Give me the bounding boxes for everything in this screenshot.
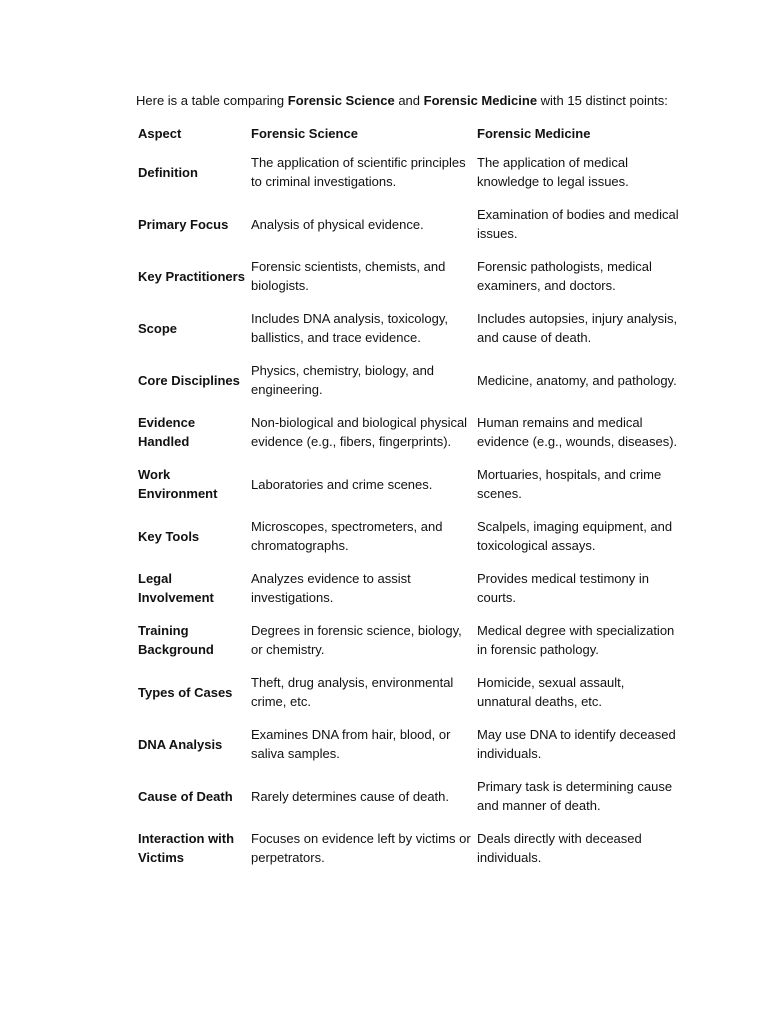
forensic-science-cell: Laboratories and crime scenes. — [251, 476, 433, 492]
forensic-science-cell: Physics, chemistry, biology, and engineering. — [251, 363, 435, 397]
table-row — [136, 354, 684, 406]
forensic-medicine-cell: Medicine, anatomy, and pathology. — [477, 372, 677, 388]
forensic-medicine-cell: Medical degree with specialization in forensic pathology. — [477, 623, 675, 657]
aspect-cell: Cause of Death — [138, 788, 233, 804]
forensic-medicine-cell: Provides medical testimony in courts. — [477, 571, 649, 605]
header-aspect: Aspect — [138, 125, 182, 141]
forensic-science-cell: Forensic scientists, chemists, and biologists. — [251, 259, 446, 293]
aspect-cell: Core Disciplines — [138, 372, 240, 388]
intro-term-forensic-science: Forensic Science — [287, 93, 395, 108]
forensic-medicine-cell: Human remains and medical evidence (e.g., wounds, diseases). — [477, 415, 678, 449]
intro-mid: and — [394, 93, 424, 108]
table-row — [136, 250, 684, 302]
forensic-science-cell: Includes DNA analysis, toxicology, ballistics, and trace evidence. — [251, 311, 449, 345]
aspect-cell: Scope — [138, 320, 178, 336]
forensic-science-cell: Analysis of physical evidence. — [251, 216, 424, 232]
forensic-medicine-cell: Mortuaries, hospitals, and crime scenes. — [477, 467, 662, 501]
table-row — [136, 718, 684, 770]
table-row — [136, 666, 684, 718]
forensic-science-cell: Examines DNA from hair, blood, or saliva samples. — [251, 727, 451, 761]
comparison-table — [136, 120, 684, 874]
forensic-science-cell: Analyzes evidence to assist investigations. — [251, 571, 411, 605]
forensic-medicine-cell: Primary task is determining cause and manner of death. — [477, 779, 673, 813]
header-forensic-medicine: Forensic Medicine — [477, 125, 591, 141]
forensic-science-cell: Focuses on evidence left by victims or perpetrators. — [251, 831, 471, 865]
aspect-cell: Definition — [138, 164, 198, 180]
aspect-cell: Training Background — [138, 623, 214, 657]
forensic-medicine-cell: May use DNA to identify deceased individuals. — [477, 727, 676, 761]
forensic-medicine-cell: Forensic pathologists, medical examiners, and doctors. — [477, 259, 652, 293]
forensic-science-cell: Rarely determines cause of death. — [251, 788, 449, 804]
table-row — [136, 614, 684, 666]
aspect-cell: Key Tools — [138, 528, 200, 544]
aspect-cell: Types of Cases — [138, 684, 233, 700]
aspect-cell: Legal Involvement — [138, 571, 214, 605]
forensic-science-cell: Non-biological and biological physical evidence (e.g., fibers, fingerprints). — [251, 415, 468, 449]
aspect-cell: Evidence Handled — [138, 415, 196, 449]
aspect-cell: DNA Analysis — [138, 736, 223, 752]
table-row — [136, 458, 684, 510]
aspect-cell: Interaction with Victims — [138, 831, 235, 865]
intro-suffix: with 15 distinct points: — [537, 93, 668, 108]
table-row — [136, 198, 684, 250]
forensic-medicine-cell: Deals directly with deceased individuals. — [477, 831, 642, 865]
forensic-science-cell: Degrees in forensic science, biology, or chemistry. — [251, 623, 462, 657]
table-row — [136, 770, 684, 822]
table-row — [136, 146, 684, 198]
aspect-cell: Primary Focus — [138, 216, 229, 232]
table-row — [136, 822, 684, 874]
forensic-medicine-cell: Scalpels, imaging equipment, and toxicological assays. — [477, 519, 673, 553]
forensic-medicine-cell: The application of medical knowledge to legal issues. — [477, 155, 629, 189]
table-row — [136, 562, 684, 614]
header-forensic-science: Forensic Science — [251, 125, 358, 141]
forensic-medicine-cell: Examination of bodies and medical issues. — [477, 207, 679, 241]
table-row — [136, 302, 684, 354]
intro-term-forensic-medicine: Forensic Medicine — [423, 93, 538, 108]
aspect-cell: Key Practitioners — [138, 268, 245, 284]
intro-prefix: Here is a table comparing — [136, 93, 288, 108]
table-row — [136, 406, 684, 458]
forensic-medicine-cell: Includes autopsies, injury analysis, and cause of death. — [477, 311, 678, 345]
aspect-cell: Work Environment — [138, 467, 218, 501]
table-row — [136, 510, 684, 562]
forensic-science-cell: Theft, drug analysis, environmental crime, etc. — [251, 675, 454, 709]
table-header-row — [136, 120, 684, 146]
intro-paragraph — [136, 92, 668, 110]
forensic-science-cell: The application of scientific principles to criminal investigations. — [251, 155, 466, 189]
forensic-medicine-cell: Homicide, sexual assault, unnatural deaths, etc. — [477, 675, 625, 709]
forensic-science-cell: Microscopes, spectrometers, and chromatographs. — [251, 519, 443, 553]
